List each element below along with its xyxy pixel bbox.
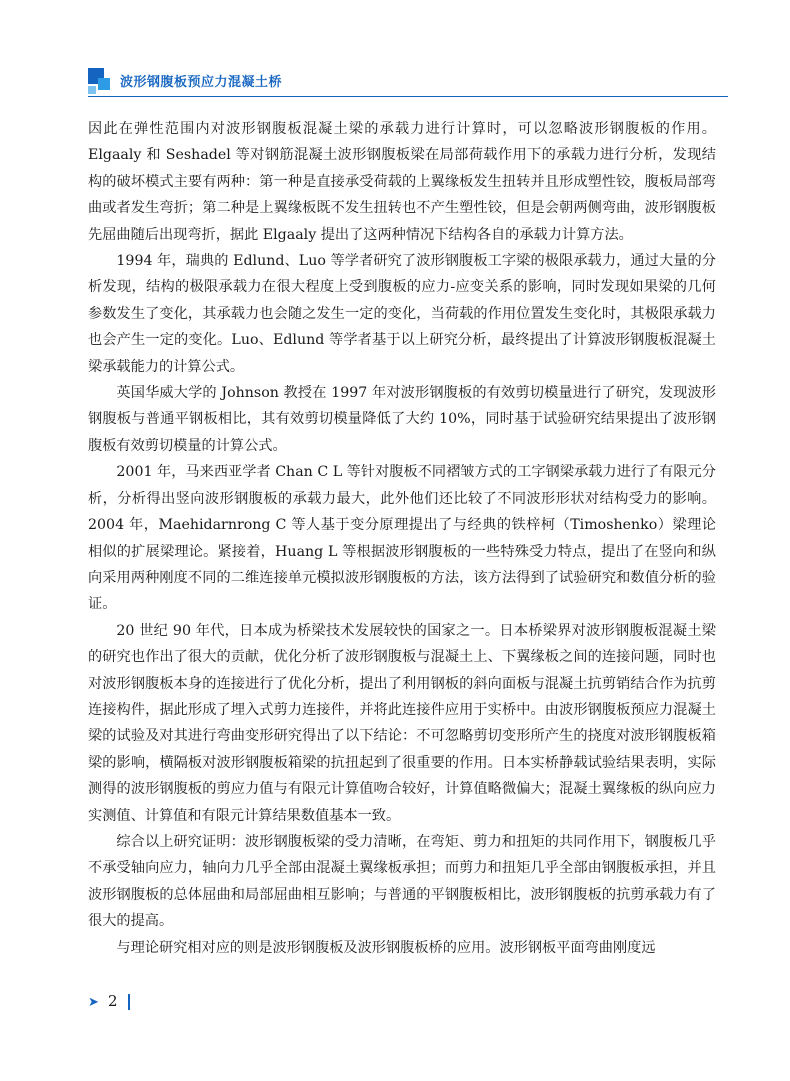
paragraph: 与理论研究相对应的则是波形钢腹板及波形钢腹板桥的应用。波形钢板平面弯曲刚度远: [116, 939, 656, 956]
body-text: [88, 116, 716, 961]
paragraph: 因此在弹性范围内对波形钢腹板混凝土梁的承载力进行计算时，可以忽略波形钢腹板的作用。Elgaaly 和 Seshadel 等对钢筋混凝土波形钢腹板梁在局部荷载作用下的承载力进行分析，发现结构的破坏模式主要有两种：第一种是直接承受荷载的上翼缘板发生扭转并且形成塑性铰，腹板局部弯曲或者发生弯折；第二种是上翼缘板既不发生扭转也不产生塑性铰，但是会朝两侧弯曲，波形钢腹板先屈曲随后出现弯折，据此 Elgaaly 提出了这两种情况下结构各自的承载力计算方法。: [88, 121, 716, 243]
page-number: 2: [108, 992, 118, 1010]
header-divider: [88, 96, 728, 97]
paragraph: 综合以上研究证明：波形钢腹板梁的受力清晰，在弯矩、剪力和扭矩的共同作用下，钢腹板几乎不承受轴向应力，轴向力几乎全部由混凝土翼缘板承担；而剪力和扭矩几乎全部由钢腹板承担，并且波形钢腹板的总体屈曲和局部屈曲相互影响；与普通的平钢腹板相比，波形钢腹板的抗剪承载力有了很大的提高。: [88, 833, 716, 930]
running-header: [88, 68, 728, 94]
footer-divider: [128, 994, 130, 1010]
paragraph: 20 世纪 90 年代，日本成为桥梁技术发展较快的国家之一。日本桥梁界对波形钢腹板混凝土梁的研究也作出了很大的贡献，优化分析了波形钢腹板与混凝土上、下翼缘板之间的连接问题，同时也对波形钢腹板本身的连接进行了优化分析，提出了利用钢板的斜向面板与混凝土抗剪销结合作为抗剪连接构件，据此形成了埋入式剪力连接件，并将此连接件应用于实桥中。由波形钢腹板预应力混凝土梁的试验及对其进行弯曲变形研究得出了以下结论：不可忽略剪切变形所产生的挠度对波形钢腹板箱梁的影响，横隔板对波形钢腹板箱梁的抗扭起到了很重要的作用。日本实桥静载试验结果表明，实际测得的波形钢腹板的剪应力值与有限元计算值吻合较好，计算值略微偏大；混凝土翼缘板的纵向应力实测值、计算值和有限元计算结果数值基本一致。: [88, 622, 716, 824]
book-logo-icon: [88, 68, 114, 94]
chevron-right-icon: ➤: [88, 995, 99, 1010]
paragraph: 英国华威大学的 Johnson 教授在 1997 年对波形钢腹板的有效剪切模量进行了研究，发现波形钢腹板与普通平钢板相比，其有效剪切模量降低了大约 10%，同时基于试验研究结果提出了波形钢腹板有效剪切模量的计算公式。: [88, 385, 716, 454]
page-footer: [88, 992, 288, 1012]
book-title: 波形钢腹板预应力混凝土桥: [120, 75, 283, 90]
paragraph: 1994 年，瑞典的 Edlund、Luo 等学者研究了波形钢腹板工字梁的极限承载力，通过大量的分析发现，结构的极限承载力在很大程度上受到腹板的应力-应变关系的影响，同时发现如果梁的几何参数发生了变化，其承载力也会随之发生一定的变化，当荷载的作用位置发生变化时，其极限承载力也会产生一定的变化。Luo、Edlund 等学者基于以上研究分析，最终提出了计算波形钢腹板混凝土梁承载能力的计算公式。: [88, 253, 716, 375]
paragraph: 2001 年，马来西亚学者 Chan C L 等针对腹板不同褶皱方式的工字钢梁承载力进行了有限元分析，分析得出竖向波形钢腹板的承载力最大，此外他们还比较了不同波形形状对结构受力的影响。2004 年，Maehidarnrong C 等人基于变分原理提出了与经典的铁梓柯（Timoshenko）梁理论相似的扩展梁理论。紧接着，Huang L 等根据波形钢腹板的一些特殊受力特点，提出了在竖向和纵向采用两种刚度不同的二维连接单元模拟波形钢腹板的方法，该方法得到了试验研究和数值分析的验证。: [88, 464, 716, 613]
